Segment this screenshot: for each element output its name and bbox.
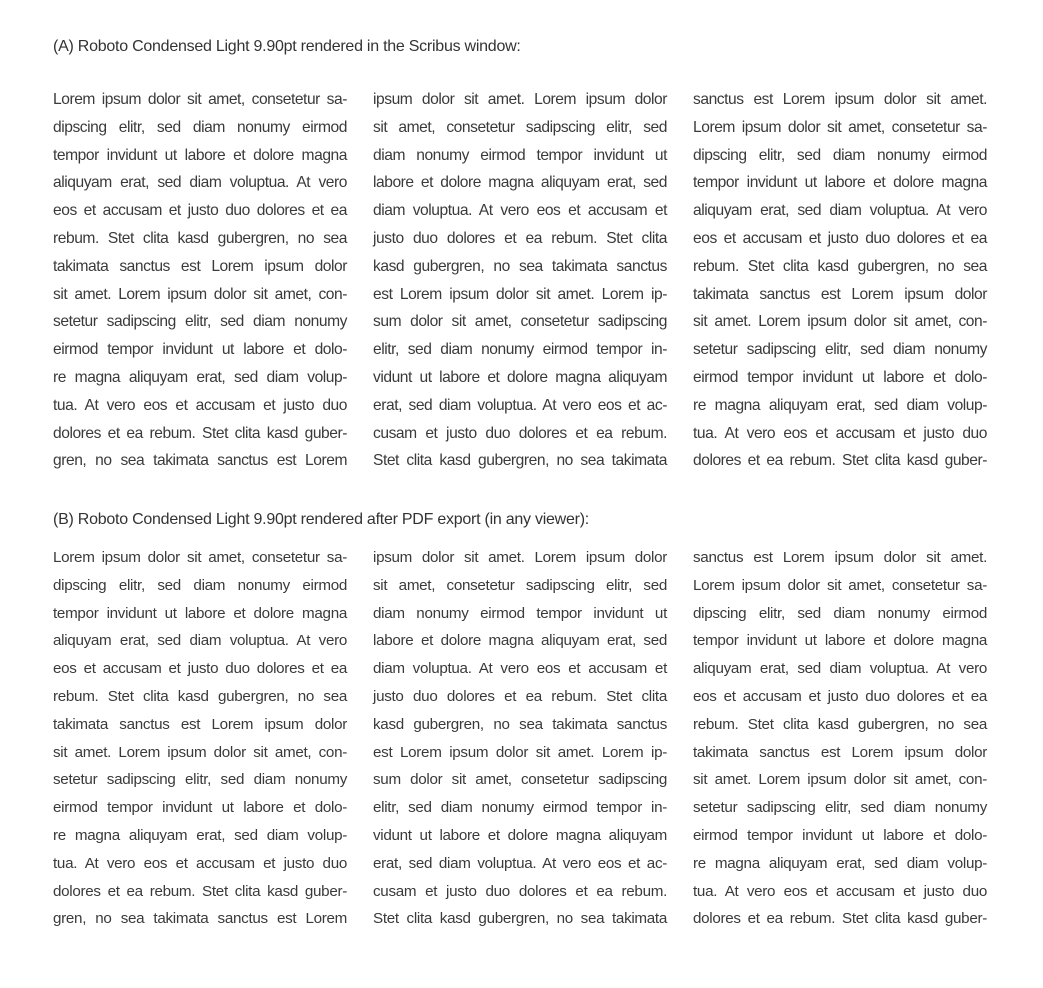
text-line: erat, sed diam voluptua. At vero eos et ac- [373, 854, 667, 872]
text-line: setetur sadipscing elitr, sed diam nonumy [693, 799, 987, 817]
text-line: sit amet, consetetur sadipscing elitr, sed [373, 118, 667, 136]
text-line: tua. At vero eos et accusam et justo duo [693, 882, 987, 900]
text-line: diam voluptua. At vero eos et accusam et [373, 202, 667, 220]
text-line: eos et accusam et justo duo dolores et ea [53, 202, 347, 220]
text-line: est Lorem ipsum dolor sit amet. Lorem ip- [373, 743, 667, 761]
text-line: Lorem ipsum dolor sit amet, consetetur sa- [53, 549, 347, 566]
text-line: Lorem ipsum dolor sit amet, consetetur sa- [693, 118, 987, 136]
text-line: rebum. Stet clita kasd gubergren, no sea [693, 715, 987, 733]
text-line: tempor invidunt ut labore et dolore magna [693, 632, 987, 650]
text-line: tua. At vero eos et accusam et justo duo [53, 396, 347, 414]
text-line: takimata sanctus est Lorem ipsum dolor [693, 743, 987, 761]
section-a-column-3 [693, 86, 987, 475]
text-line: Lorem ipsum dolor sit amet, consetetur sa- [53, 91, 347, 108]
text-line: setetur sadipscing elitr, sed diam nonumy [693, 341, 987, 359]
text-line: gren, no sea takimata sanctus est Lorem [53, 910, 347, 928]
text-line: kasd gubergren, no sea takimata sanctus [373, 257, 667, 275]
text-line: diam nonumy eirmod tempor invidunt ut [373, 146, 667, 164]
text-line: eos et accusam et justo duo dolores et ea [693, 229, 987, 247]
text-line: sit amet. Lorem ipsum dolor sit amet, con- [53, 743, 347, 761]
text-line: eos et accusam et justo duo dolores et ea [693, 687, 987, 705]
text-line: cusam et justo duo dolores et ea rebum. [373, 424, 667, 442]
text-line: tua. At vero eos et accusam et justo duo [53, 854, 347, 872]
text-line: tempor invidunt ut labore et dolore magna [53, 604, 347, 622]
text-line: justo duo dolores et ea rebum. Stet clita [373, 229, 667, 247]
section-a-heading: (A) Roboto Condensed Light 9.90pt rendered in the Scribus window: [53, 38, 521, 55]
text-line: re magna aliquyam erat, sed diam volup- [53, 826, 347, 844]
text-line: setetur sadipscing elitr, sed diam nonumy [53, 313, 347, 331]
text-line: sanctus est Lorem ipsum dolor sit amet. [693, 91, 987, 108]
text-line: vidunt ut labore et dolore magna aliquyam [373, 826, 667, 844]
text-line: sit amet. Lorem ipsum dolor sit amet, con- [693, 313, 987, 331]
section-b-column-1 [53, 544, 347, 933]
section-a-column-2 [373, 86, 667, 475]
text-line: elitr, sed diam nonumy eirmod tempor in- [373, 341, 667, 359]
text-line: dolores et ea rebum. Stet clita kasd guber- [693, 910, 987, 928]
section-b-column-3 [693, 544, 987, 933]
text-line: elitr, sed diam nonumy eirmod tempor in- [373, 799, 667, 817]
text-line: sum dolor sit amet, consetetur sadipscing [373, 771, 667, 789]
text-line: est Lorem ipsum dolor sit amet. Lorem ip- [373, 285, 667, 303]
text-line: dipscing elitr, sed diam nonumy eirmod [53, 576, 347, 594]
text-line: tempor invidunt ut labore et dolore magna [693, 174, 987, 192]
text-line: gren, no sea takimata sanctus est Lorem [53, 452, 347, 470]
text-line: rebum. Stet clita kasd gubergren, no sea [693, 257, 987, 275]
text-line: ipsum dolor sit amet. Lorem ipsum dolor [373, 91, 667, 108]
text-line: eirmod tempor invidunt ut labore et dolo- [53, 341, 347, 359]
text-line: labore et dolore magna aliquyam erat, sed [373, 632, 667, 650]
text-line: diam voluptua. At vero eos et accusam et [373, 660, 667, 678]
text-line: takimata sanctus est Lorem ipsum dolor [53, 715, 347, 733]
text-line: takimata sanctus est Lorem ipsum dolor [53, 257, 347, 275]
text-line: rebum. Stet clita kasd gubergren, no sea [53, 229, 347, 247]
text-line: sit amet. Lorem ipsum dolor sit amet, con- [693, 771, 987, 789]
text-line: tua. At vero eos et accusam et justo duo [693, 424, 987, 442]
text-line: sum dolor sit amet, consetetur sadipscing [373, 313, 667, 331]
text-line: dolores et ea rebum. Stet clita kasd guber- [693, 452, 987, 470]
text-line: sanctus est Lorem ipsum dolor sit amet. [693, 549, 987, 566]
text-line: dipscing elitr, sed diam nonumy eirmod [693, 604, 987, 622]
text-line: dipscing elitr, sed diam nonumy eirmod [693, 146, 987, 164]
text-line: cusam et justo duo dolores et ea rebum. [373, 882, 667, 900]
text-line: Stet clita kasd gubergren, no sea takimata [373, 452, 667, 470]
text-line: vidunt ut labore et dolore magna aliquyam [373, 368, 667, 386]
text-line: Stet clita kasd gubergren, no sea takimata [373, 910, 667, 928]
text-line: sit amet, consetetur sadipscing elitr, sed [373, 576, 667, 594]
text-line: ipsum dolor sit amet. Lorem ipsum dolor [373, 549, 667, 566]
text-line: dipscing elitr, sed diam nonumy eirmod [53, 118, 347, 136]
text-line: Lorem ipsum dolor sit amet, consetetur sa- [693, 576, 987, 594]
text-line: diam nonumy eirmod tempor invidunt ut [373, 604, 667, 622]
text-line: setetur sadipscing elitr, sed diam nonumy [53, 771, 347, 789]
text-line: aliquyam erat, sed diam voluptua. At vero [693, 660, 987, 678]
text-line: tempor invidunt ut labore et dolore magna [53, 146, 347, 164]
section-b-heading: (B) Roboto Condensed Light 9.90pt rendered after PDF export (in any viewer): [53, 511, 589, 528]
text-line: sit amet. Lorem ipsum dolor sit amet, con- [53, 285, 347, 303]
text-line: erat, sed diam voluptua. At vero eos et ac- [373, 396, 667, 414]
text-line: kasd gubergren, no sea takimata sanctus [373, 715, 667, 733]
text-line: aliquyam erat, sed diam voluptua. At vero [53, 174, 347, 192]
text-line: eirmod tempor invidunt ut labore et dolo- [693, 368, 987, 386]
section-a-column-1 [53, 86, 347, 475]
text-line: aliquyam erat, sed diam voluptua. At vero [53, 632, 347, 650]
text-line: dolores et ea rebum. Stet clita kasd guber- [53, 882, 347, 900]
text-line: eirmod tempor invidunt ut labore et dolo- [53, 799, 347, 817]
text-line: eos et accusam et justo duo dolores et ea [53, 660, 347, 678]
text-line: re magna aliquyam erat, sed diam volup- [53, 368, 347, 386]
text-line: re magna aliquyam erat, sed diam volup- [693, 854, 987, 872]
text-line: re magna aliquyam erat, sed diam volup- [693, 396, 987, 414]
text-line: justo duo dolores et ea rebum. Stet clita [373, 687, 667, 705]
text-line: takimata sanctus est Lorem ipsum dolor [693, 285, 987, 303]
text-line: rebum. Stet clita kasd gubergren, no sea [53, 687, 347, 705]
section-b-column-2 [373, 544, 667, 933]
text-line: aliquyam erat, sed diam voluptua. At vero [693, 202, 987, 220]
text-line: eirmod tempor invidunt ut labore et dolo- [693, 826, 987, 844]
text-line: labore et dolore magna aliquyam erat, sed [373, 174, 667, 192]
text-line: dolores et ea rebum. Stet clita kasd guber- [53, 424, 347, 442]
